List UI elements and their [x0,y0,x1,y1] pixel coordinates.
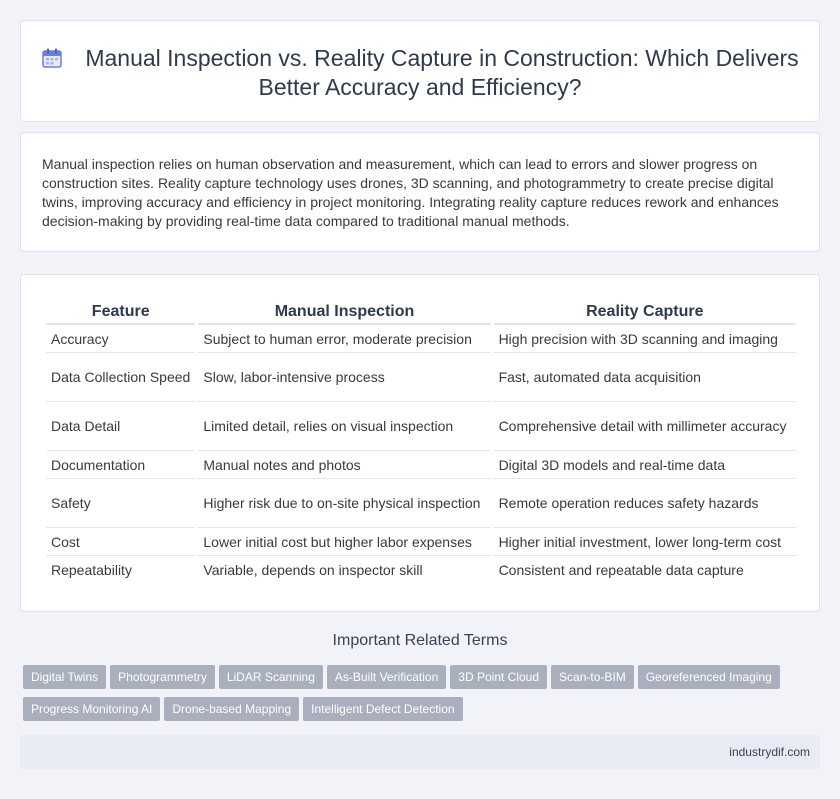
tag-scan-to-bim[interactable]: Scan-to-BIM [551,665,634,689]
tag-row [23,697,813,729]
feature-cell: Data Collection Speed [46,353,195,402]
manual-cell: Lower initial cost but higher labor expenses [198,528,490,556]
comparison-card [20,274,820,612]
footer-site-link[interactable]: industrydif.com [729,745,810,759]
feature-cell: Cost [46,528,195,556]
related-terms-tags [23,665,813,729]
feature-cell: Accuracy [46,325,195,353]
reality-cell: Digital 3D models and real-time data [494,451,796,479]
reality-cell: Higher initial investment, lower long-term cost [494,528,796,556]
tag-photogrammetry[interactable]: Photogrammetry [110,665,215,689]
title-wrap [21,44,819,102]
tag-lidar-scanning[interactable]: LiDAR Scanning [219,665,323,689]
summary-text: Manual inspection relies on human observation and measurement, which can lead to errors and slower progress on construction sites. Reality capture technology uses drones, 3D scanning, and photogrammetry to create precise digital twins, improving accuracy and efficiency in project monitoring. Integrating reality capture reduces rework and enhances decision-making by providing real-time data compared to traditional manual methods. [42,156,779,229]
reality-cell: Fast, automated data acquisition [494,353,796,402]
manual-cell: Higher risk due to on-site physical inspection [198,479,490,528]
table-row [46,451,796,479]
feature-cell: Repeatability [51,562,132,578]
feature-cell: Documentation [46,451,195,479]
table-row [46,556,796,584]
manual-cell: Limited detail, relies on visual inspection [198,402,490,451]
tag-georeferenced-imaging[interactable]: Georeferenced Imaging [638,665,780,689]
tag-progress-monitoring-ai[interactable]: Progress Monitoring AI [23,697,160,721]
header-feature: Feature [46,297,195,325]
related-terms-heading: Important Related Terms [332,632,508,649]
title-card [20,20,820,122]
calendar-icon [41,47,63,69]
tag-as-built-verification[interactable]: As-Built Verification [327,665,446,689]
feature-cell: Data Detail [46,402,195,451]
tag-digital-twins[interactable]: Digital Twins [23,665,106,689]
tag-row [23,665,813,697]
tag-drone-based-mapping[interactable]: Drone-based Mapping [164,697,299,721]
reality-cell: Remote operation reduces safety hazards [494,479,796,528]
table-header-row [46,297,796,325]
table-row [46,402,796,451]
reality-cell: Comprehensive detail with millimeter accuracy [494,402,796,451]
table-row [46,325,796,353]
summary-card [20,132,820,252]
page-title: Manual Inspection vs. Reality Capture in Construction: Which Delivers Better Accuracy and Efficiency? [85,45,799,100]
feature-cell: Safety [46,479,195,528]
manual-cell: Manual notes and photos [198,451,490,479]
header-manual-inspection: Manual Inspection [198,297,490,325]
manual-cell: Subject to human error, moderate precision [198,325,490,353]
manual-cell: Slow, labor-intensive process [198,353,490,402]
tag-intelligent-defect-detection[interactable]: Intelligent Defect Detection [303,697,462,721]
comparison-table [43,297,799,584]
table-row [46,479,796,528]
table-row [46,528,796,556]
reality-cell: Consistent and repeatable data capture [498,562,744,578]
header-reality-capture: Reality Capture [494,297,796,325]
table-row [46,353,796,402]
footer [20,735,820,769]
reality-cell: High precision with 3D scanning and imaging [494,325,796,353]
manual-cell: Variable, depends on inspector skill [203,562,423,578]
tag-3d-point-cloud[interactable]: 3D Point Cloud [450,665,547,689]
